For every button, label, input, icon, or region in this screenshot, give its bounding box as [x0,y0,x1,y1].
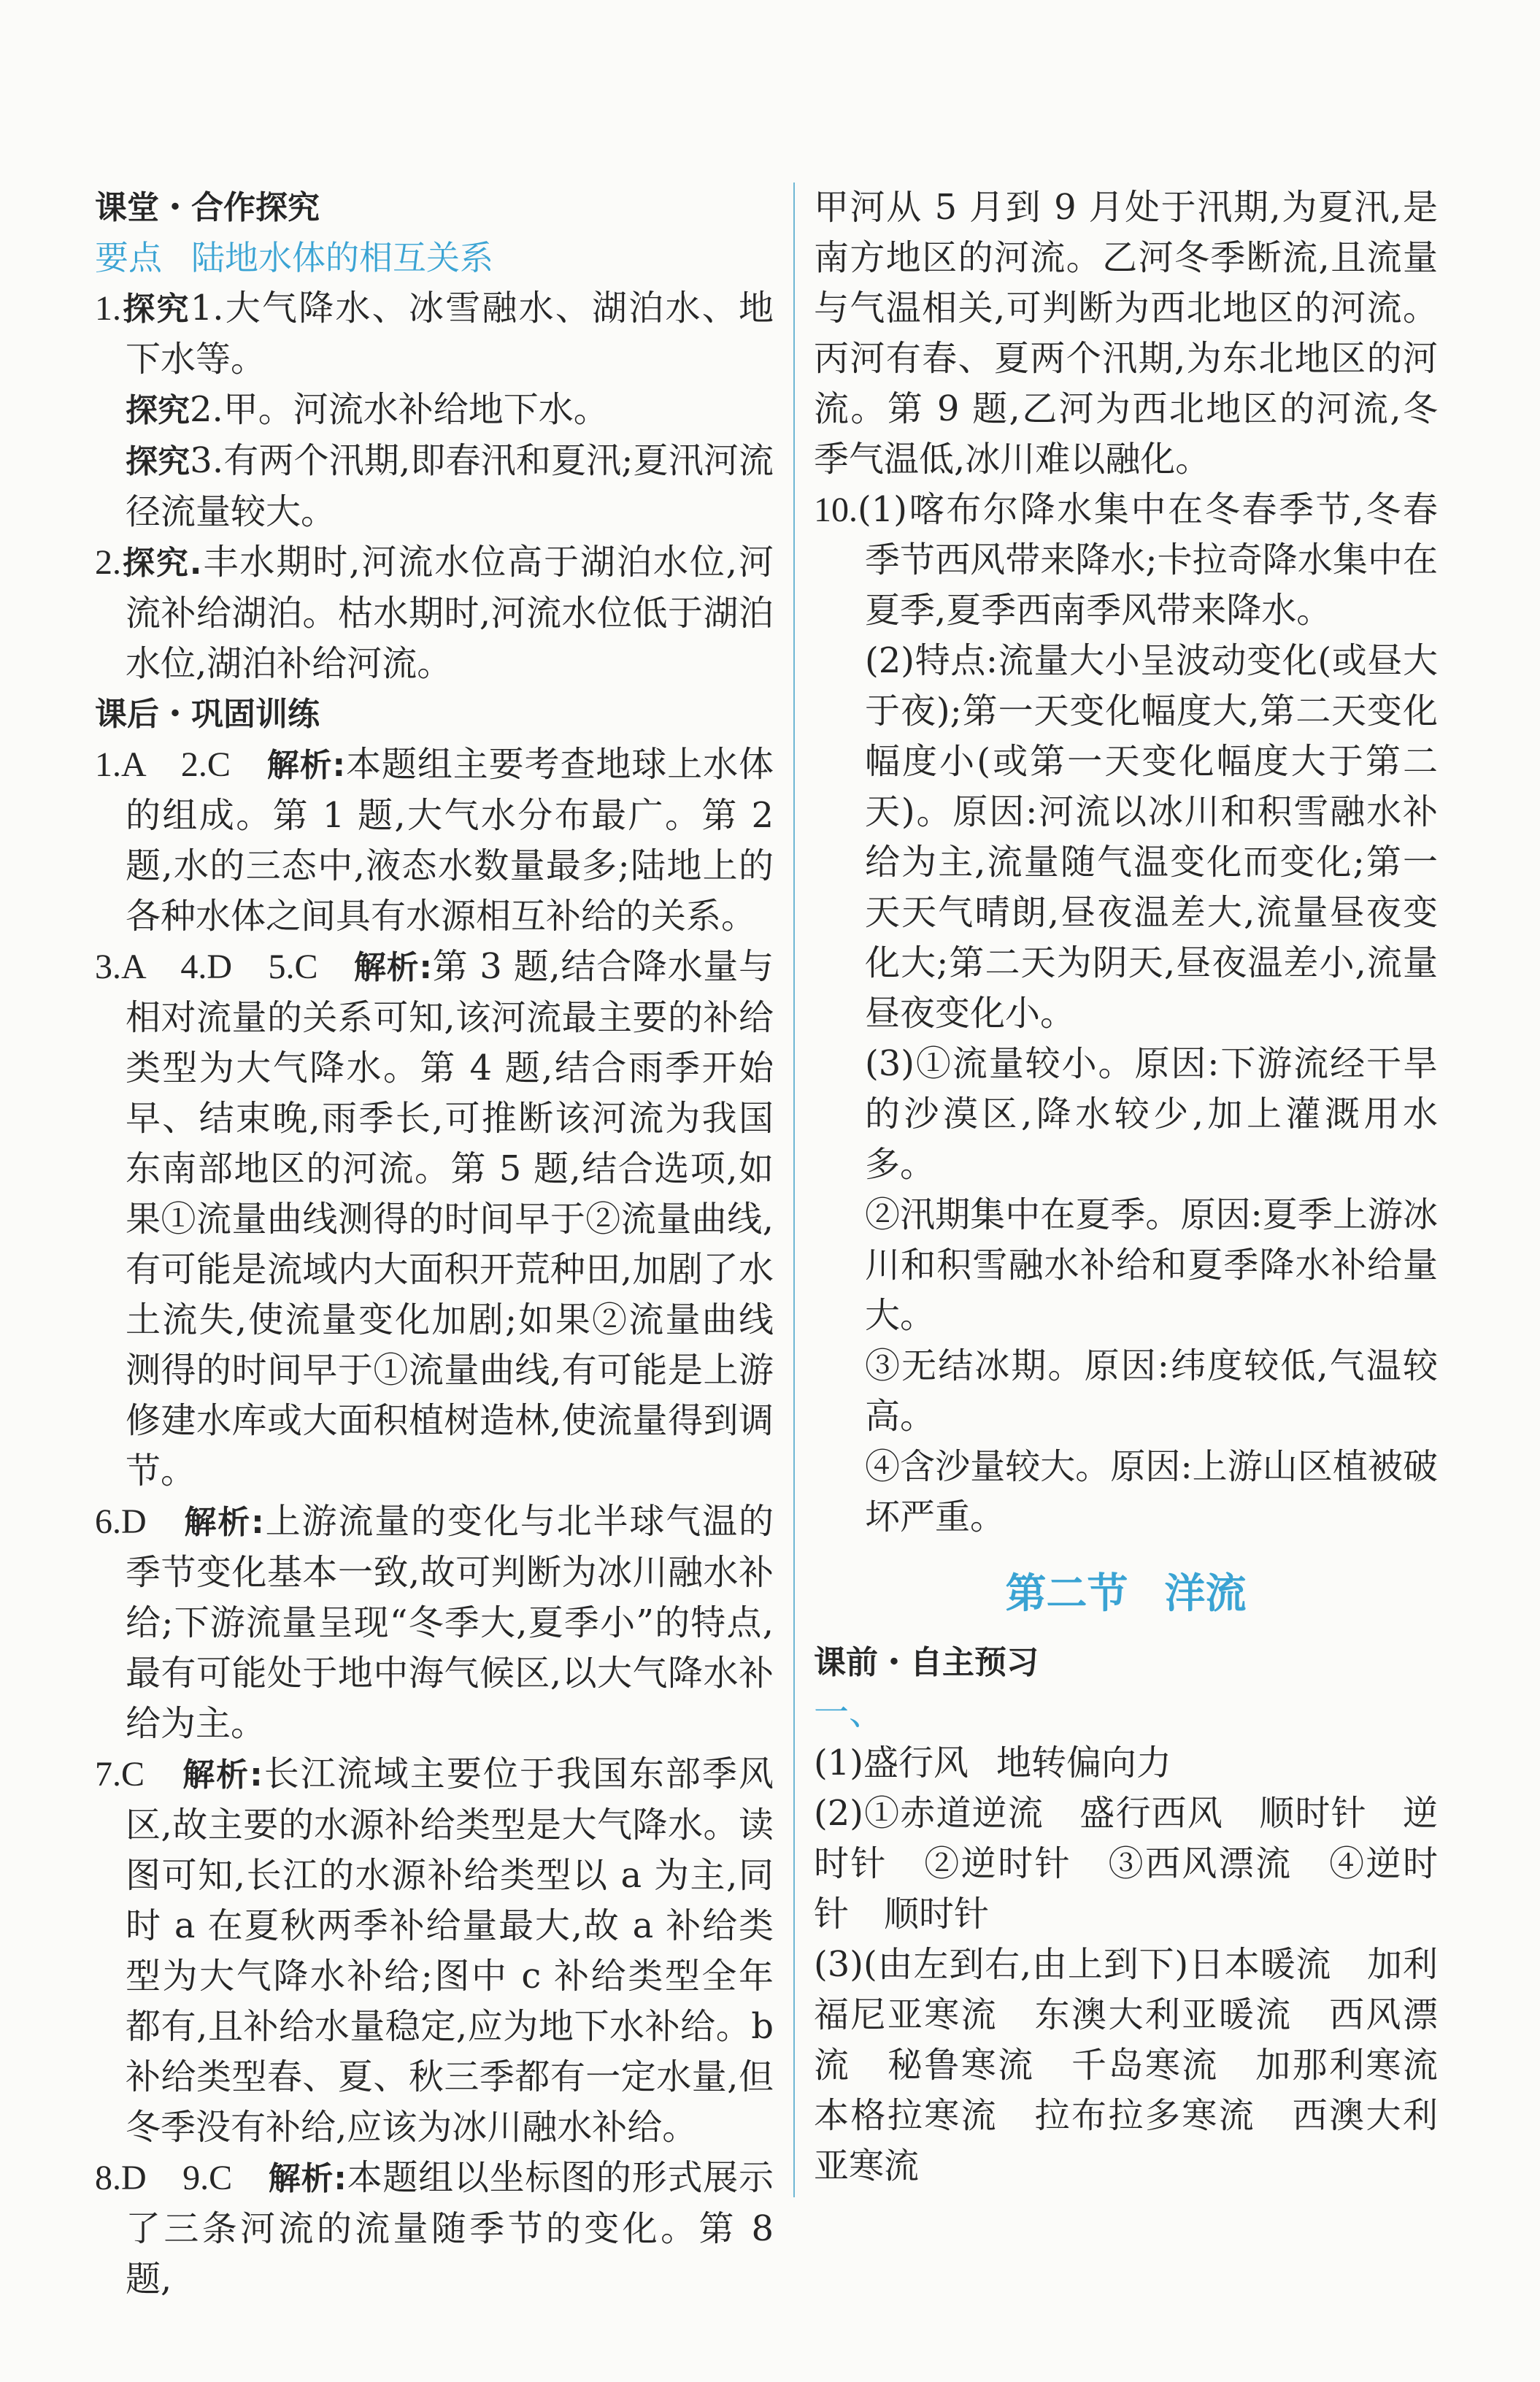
answer-8-9: 8.D 9.C 解析:本题组以坐标图的形式展示了三条河流的流量随季节的变化。第 8 题, [95,2157,774,2300]
answer-10-part3d: ④含沙量较大。原因:上游山区植被破坏严重。 [865,1446,1438,1537]
chapter-title: 第二节 洋流 [1005,1570,1247,1618]
explore-label: 探究 [121,291,190,328]
analysis-label: 解析: [184,1504,264,1541]
topic-title: 陆地水体的相互关系 [191,238,493,277]
answer-q1: 1.探究1.大气降水、冰雪融水、湖泊水、地下水等。 [95,288,774,380]
section-heading-preview: 课前・自主预习 [814,1644,1039,1681]
preview-1: (1)盛行风 地转偏向力 [814,1743,1172,1783]
part-marker: 一、 [814,1692,885,1733]
answer-10: 10.(1)喀布尔降水集中在冬春季节,冬春季节西风带来降水;卡拉奇降水集中在夏季,夏季西南季风带来降水。 [814,489,1438,631]
preview-2: (2)①赤道逆流 盛行西风 顺时针 逆时针 ②逆时针 ③西风漂流 ④逆时针 顺时针 [814,1793,1438,1935]
answer-10-part3: (3)①流量较小。原因:下游流经干旱的沙漠区,降水较少,加上灌溉用水多。 [865,1043,1438,1185]
topic-heading [95,233,774,283]
analysis-label: 解析: [266,747,346,784]
topic-label: 要点 [95,238,162,277]
answer-q2: 2.探究.丰水期时,河流水位高于湖泊水位,河流补给湖泊。枯水期时,河流水位低于湖泊水位,湖泊补给河流。 [95,542,774,684]
section-heading-classroom: 课堂・合作探究 [95,189,320,226]
explore-label: 探究 [126,392,190,429]
section-heading-after-class: 课后・巩固训练 [95,696,320,733]
preview-3: (3)(由左到右,由上到下)日本暖流 加利福尼亚寒流 东澳大利亚暖流 西风漂流 秘鲁寒流 千岛寒流 加那利寒流 本格拉寒流 拉布拉多寒流 西澳大利亚寒流 [814,1944,1474,2186]
answer-10-part3b: ②汛期集中在夏季。原因:夏季上游冰川和积雪融水补给和夏季降水补给量大。 [865,1194,1438,1336]
analysis-label: 解析: [182,1756,263,1794]
analysis-label: 解析: [353,949,432,986]
answer-q1-part3: 探究3.有两个汛期,即春汛和夏汛;夏汛河流径流量较大。 [126,440,774,532]
explore-label: 探究 [126,443,190,480]
answer-10-part3c: ③无结冰期。原因:纬度较低,气温较高。 [865,1345,1438,1437]
answer-6: 6.D 解析:上游流量的变化与北半球气温的季节变化基本一致,故可判断为冰川融水补给;下游流量呈现“冬季大,夏季小”的特点,最有可能处于地中海气候区,以大气降水补给为主。 [95,1501,774,1744]
answer-7: 7.C 解析:长江流域主要位于我国东部季风区,故主要的水源补给类型是大气降水。读图可知,长江的水源补给类型以 a 为主,同时 a 在夏秋两季补给量最大,故 a 补给类型为大气降水补给;图中 c 补给类型全年都有,且补给水量稳定,应为地下水补给。b 补给类型春、夏、秋三季都有一定水量,但冬季没有补给,应该为冰川融水补给。 [95,1753,774,2148]
answer-q1-part2: 探究2.甲。河流水补给地下水。 [126,389,609,430]
answer-8-9-continued: 甲河从 5 月到 9 月处于汛期,为夏汛,是南方地区的河流。乙河冬季断流,且流量与气温相关,可判断为西北地区的河流。丙河有春、夏两个汛期,为东北地区的河流。第 9 题,乙河为西北地区的河流,冬季气温低,冰川难以融化。 [814,187,1438,480]
analysis-label: 解析: [268,2160,347,2197]
answer-10-part2: (2)特点:流量大小呈波动变化(或昼大于夜);第一天变化幅度大,第二天变化幅度小(或第一天变化幅度大于第二天)。原因:河流以冰川和积雪融水补给为主,流量随气温变化而变化;第一天天气晴朗,昼夜温差大,流量昼夜变化大;第二天为阴天,昼夜温差小,流量昼夜变化小。 [865,640,1438,1034]
column-divider [793,183,795,2197]
left-column [95,183,774,2305]
answer-1-2: 1.A 2.C 解析:本题组主要考查地球上水体的组成。第 1 题,大气水分布最广。第 2 题,水的三态中,液态水数量最多;陆地上的各种水体之间具有水源相互补给的关系。 [95,744,774,937]
right-column [814,183,1474,2191]
explore-label: 探究. [121,545,202,582]
answer-3-5: 3.A 4.D 5.C 解析:第 3 题,结合降水量与相对流量的关系可知,该河流最主要的补给类型为大气降水。第 4 题,结合雨季开始早、结束晚,雨季长,可推断该河流为我国东南部地区的河流。第 5 题,结合选项,如果①流量曲线测得的时间早于②流量曲线,有可能是流域内大面积开荒种田,加剧了水土流失,使流量变化加剧;如果②流量曲线测得的时间早于①流量曲线,有可能是上游修建水库或大面积植树造林,使流量得到调节。 [95,946,774,1491]
